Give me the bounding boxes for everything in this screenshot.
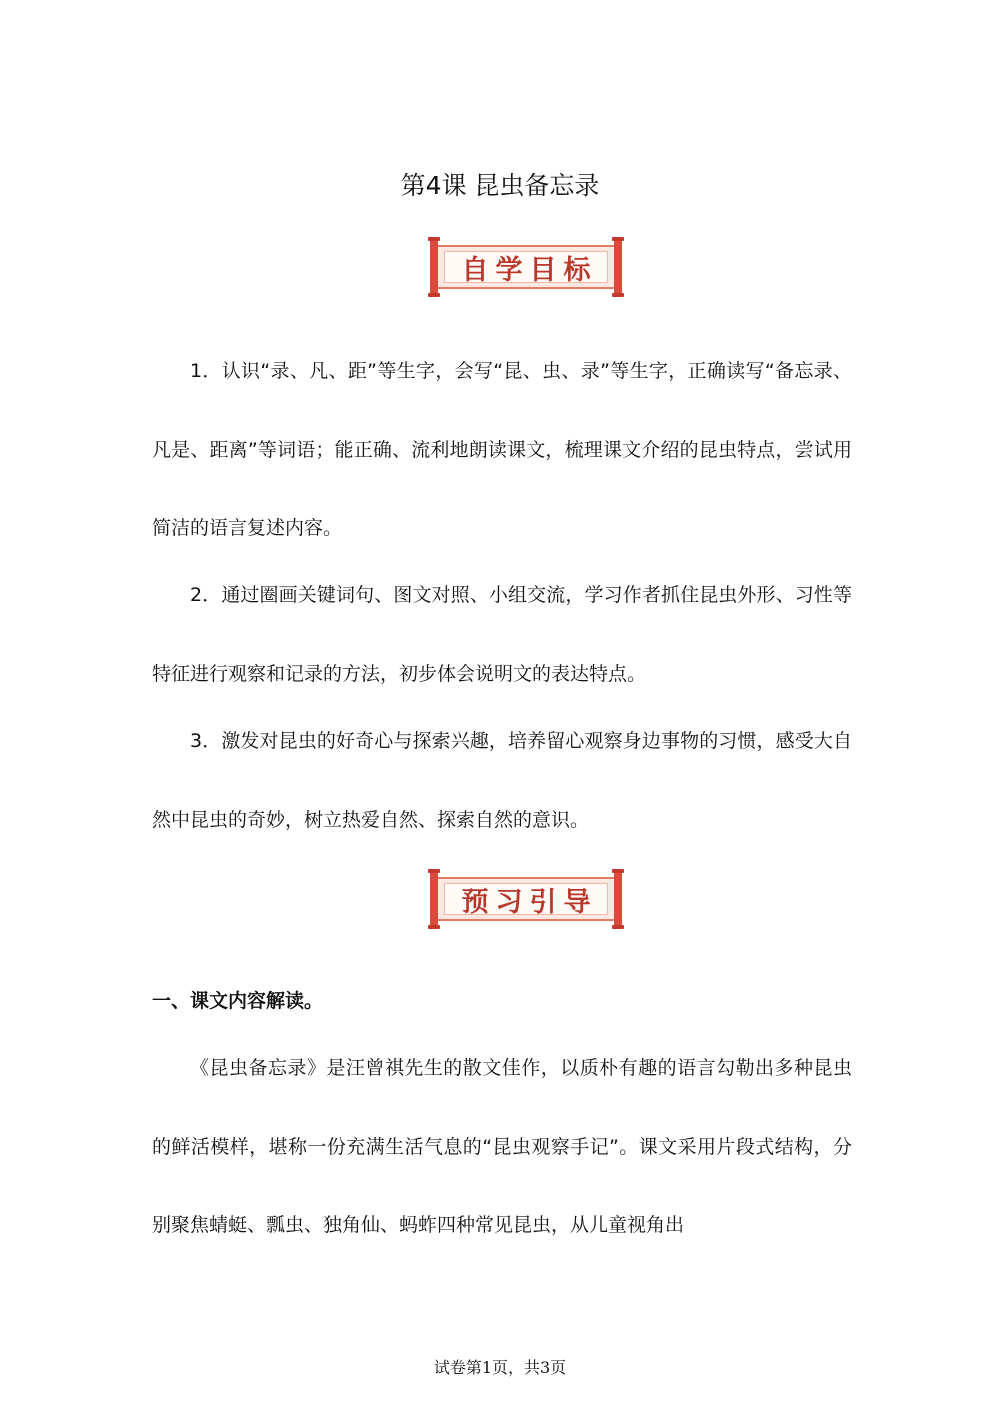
objective-item-1: 1．认识“录、凡、距”等生字，会写“昆、虫、录”等生字，正确读写“备忘录、凡是、距离”等词语；能正确、流利地朗读课文，梳理课文介绍的昆虫特点，尝试用简洁的语言复述内容。 <box>152 360 852 539</box>
page-title: 第4课 昆虫备忘录 <box>400 171 600 200</box>
objective-item-3: 3．激发对昆虫的好奇心与探索兴趣，培养留心观察身边事物的习惯，感受大自然中昆虫的奇妙，树立热爱自然、探索自然的意识。 <box>152 730 852 831</box>
scroll-body <box>438 245 614 289</box>
scroll-rod-left <box>430 239 438 295</box>
preview-banner-label: 预习引导 <box>461 886 598 918</box>
scroll-inner <box>444 251 608 286</box>
objective-item-2: 2．通过圈画关键词句、图文对照、小组交流，学习作者抓住昆虫外形、习性等特征进行观察和记录的方法，初步体会说明文的表达特点。 <box>152 584 852 685</box>
objectives-banner <box>430 239 622 295</box>
preview-banner <box>430 871 622 927</box>
section-paragraph: 《昆虫备忘录》是汪曾祺先生的散文佳作，以质朴有趣的语言勾勒出多种昆虫的鲜活模样，堪称一份充满生活气息的“昆虫观察手记”。课文采用片段式结构，分别聚焦蜻蜓、瓢虫、独角仙、蚂蚱四种常见昆虫，从儿童视角出 <box>152 1057 852 1236</box>
scroll-rod-left <box>430 871 438 927</box>
page-footer: 试卷第1页，共3页 <box>433 1358 567 1377</box>
section-heading: 一、课文内容解读。 <box>152 990 324 1012</box>
scroll-rod-right <box>614 239 622 295</box>
objectives-banner-label: 自学目标 <box>461 254 598 286</box>
scroll-inner <box>444 883 608 918</box>
scroll-body <box>438 877 614 921</box>
scroll-rod-right <box>614 871 622 927</box>
